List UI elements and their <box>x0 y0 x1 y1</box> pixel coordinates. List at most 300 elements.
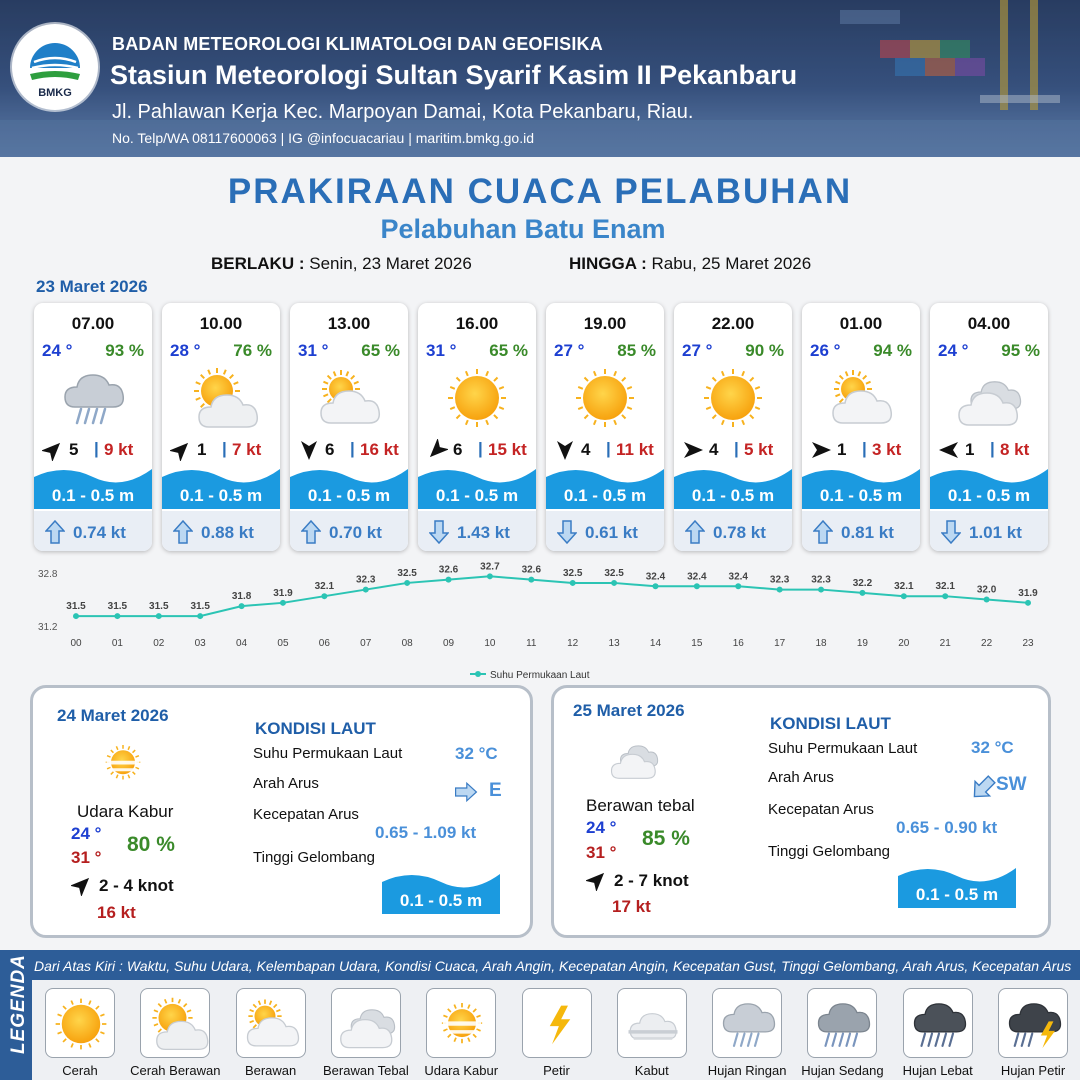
current-speed: 0.81 kt <box>841 523 894 542</box>
data-label: 31.5 <box>190 601 210 613</box>
legend-item <box>140 988 210 1058</box>
wind-direction-icon <box>682 439 704 461</box>
wave-height: 0.1 - 0.5 m <box>435 486 519 505</box>
wind-direction-icon <box>42 439 64 461</box>
air-temperature: 26 ° <box>810 341 841 360</box>
current-direction-icon <box>173 520 193 544</box>
data-label: 32.6 <box>521 564 542 576</box>
wind-direction-icon <box>298 439 320 461</box>
separator: | <box>350 439 355 458</box>
data-point <box>363 587 369 593</box>
legend-item-label: Cerah <box>62 1063 98 1078</box>
data-point <box>901 593 907 599</box>
legend-item <box>236 988 306 1058</box>
air-temperature: 24 ° <box>938 341 969 360</box>
wind-info <box>298 439 408 461</box>
sst-label: Suhu Permukaan Laut <box>253 745 403 762</box>
data-label: 32.4 <box>728 571 748 583</box>
wind-info <box>554 439 664 461</box>
udara-kabur-icon <box>427 989 497 1059</box>
legend-item <box>807 988 877 1058</box>
separator: | <box>862 439 867 458</box>
wind-speed: 1 <box>197 440 207 459</box>
gust-speed: 8 kt <box>1000 440 1030 459</box>
wind-info <box>42 439 152 461</box>
legend-item-label: Berawan Tebal <box>323 1063 409 1078</box>
sst-series-line <box>76 576 1028 616</box>
forecast-time: 16.00 <box>455 314 499 333</box>
valid-to-value: Rabu, 25 Maret 2026 <box>651 254 812 273</box>
humidity: 90 % <box>745 341 784 360</box>
wind-arrow-icon <box>426 439 448 461</box>
forecast-time: 19.00 <box>583 314 627 333</box>
x-tick-label: 13 <box>608 638 620 649</box>
forecast-card <box>930 303 1048 551</box>
wind-speed: 6 <box>453 440 463 459</box>
current-direction-icon <box>557 520 577 544</box>
x-tick-label: 18 <box>815 638 827 649</box>
data-label: 31.8 <box>231 591 252 603</box>
day-wind-direction-icon <box>71 874 93 896</box>
data-point <box>239 603 245 609</box>
current-direction-value: E <box>489 780 502 801</box>
current-info <box>418 511 536 551</box>
current-speed: 0.70 kt <box>329 523 382 542</box>
day-wind-direction-icon <box>586 869 608 891</box>
forecast-card <box>802 303 920 551</box>
legend-item <box>903 988 973 1058</box>
air-temperature: 31 ° <box>298 341 329 360</box>
forecast-card <box>674 303 792 551</box>
x-tick-label: 00 <box>70 638 82 649</box>
legend-item-label: Hujan Ringan <box>707 1063 787 1078</box>
data-label: 31.5 <box>66 601 86 613</box>
y-tick-label: 32.8 <box>38 569 58 580</box>
humidity: 93 % <box>105 341 144 360</box>
current-arrow-icon <box>173 520 193 544</box>
air-temperature: 28 ° <box>170 341 201 360</box>
x-tick-label: 07 <box>360 638 372 649</box>
current-direction-icon <box>968 774 998 802</box>
current-arrow-icon <box>557 520 577 544</box>
wind-direction-icon <box>938 439 960 461</box>
humidity: 65 % <box>361 341 400 360</box>
legend-panel <box>0 950 1080 1080</box>
forecast-card <box>34 303 152 551</box>
hujan-lebat-icon <box>904 989 974 1059</box>
data-point <box>404 580 410 586</box>
data-point <box>652 583 658 589</box>
station-address: Jl. Pahlawan Kerja Kec. Marpoyan Damai, Kota Pekanbaru, Riau. <box>112 101 694 123</box>
sst-label: Suhu Permukaan Laut <box>768 740 918 757</box>
separator: | <box>94 439 99 458</box>
legend-item-label: Petir <box>543 1063 570 1078</box>
day-weather-icon <box>93 738 153 788</box>
legend-title: LEGENDA <box>8 954 29 1054</box>
data-point <box>942 593 948 599</box>
data-label: 31.5 <box>107 601 128 613</box>
gust-speed: 5 kt <box>744 440 774 459</box>
current-direction-label: Arah Arus <box>253 775 319 792</box>
x-tick-label: 16 <box>732 638 744 649</box>
current-speed: 0.88 kt <box>201 523 254 542</box>
wind-speed: 1 <box>837 440 847 459</box>
berawan-icon <box>821 365 901 431</box>
day-condition: Udara Kabur <box>77 802 174 821</box>
y-tick-label: 31.2 <box>38 622 58 633</box>
weather-icon <box>53 365 133 431</box>
wind-arrow-icon <box>938 439 960 461</box>
legend-item-label: Berawan <box>244 1063 297 1078</box>
legend-label: Suhu Permukaan Laut <box>490 670 590 681</box>
data-point <box>487 573 493 579</box>
berawan-tebal-icon <box>604 733 664 783</box>
data-point <box>611 580 617 586</box>
wave-height: 0.1 - 0.5 m <box>947 486 1031 505</box>
header-banner <box>0 0 1080 157</box>
data-point <box>446 577 452 583</box>
forecast-time: 22.00 <box>711 314 755 333</box>
day-wind-speed: 2 - 4 knot <box>99 876 174 895</box>
humidity: 85 % <box>617 341 656 360</box>
legend-item <box>522 988 592 1058</box>
x-tick-label: 09 <box>442 638 455 649</box>
weather-icon <box>693 365 773 431</box>
logo-text: BMKG <box>38 87 72 99</box>
sst-value: 32 °C <box>455 744 498 763</box>
separator: | <box>990 439 995 458</box>
data-point <box>984 597 990 603</box>
data-point <box>694 583 700 589</box>
weather-icon <box>565 365 645 431</box>
data-label: 32.1 <box>894 581 914 593</box>
day-temp-max: 31 ° <box>586 843 617 862</box>
weather-icon <box>437 365 517 431</box>
data-label: 32.3 <box>356 574 376 586</box>
forecast-card <box>546 303 664 551</box>
data-label: 31.9 <box>273 587 293 599</box>
wind-speed: 4 <box>709 440 719 459</box>
wind-direction-icon <box>554 439 576 461</box>
separator: | <box>222 439 227 458</box>
legend-items <box>32 980 1080 1080</box>
current-speed: 1.01 kt <box>969 523 1022 542</box>
current-speed-value: 0.65 - 1.09 kt <box>375 823 477 842</box>
forecast-date: 23 Maret 2026 <box>36 277 148 296</box>
current-speed: 1.43 kt <box>457 523 510 542</box>
data-point <box>735 583 741 589</box>
day-wind-speed: 2 - 7 knot <box>614 871 689 890</box>
station-contact: No. Telp/WA 08117600063 | IG @infocuacariau | maritim.bmkg.go.id <box>112 130 534 146</box>
wind-info <box>810 439 920 461</box>
x-tick-label: 10 <box>484 638 496 649</box>
data-point <box>859 590 865 596</box>
wind-direction-icon <box>426 439 448 461</box>
cerah-icon <box>46 989 116 1059</box>
udara-kabur-icon <box>93 738 153 788</box>
data-label: 32.5 <box>397 567 417 579</box>
day-panel-2 <box>551 685 1051 938</box>
air-temperature: 24 ° <box>42 341 73 360</box>
data-point <box>528 577 534 583</box>
wind-arrow-icon <box>42 439 64 461</box>
berawan-tebal-icon <box>949 365 1029 431</box>
x-tick-label: 21 <box>939 638 951 649</box>
air-temperature: 27 ° <box>682 341 713 360</box>
data-point <box>777 587 783 593</box>
day-gust: 17 kt <box>612 897 651 916</box>
wind-direction-icon <box>170 439 192 461</box>
day-date: 24 Maret 2026 <box>57 706 169 725</box>
wind-speed: 5 <box>69 440 79 459</box>
wind-arrow-icon <box>298 439 320 461</box>
current-speed-value: 0.65 - 0.90 kt <box>896 818 998 837</box>
forecast-time: 01.00 <box>839 314 883 333</box>
x-tick-label: 08 <box>401 638 413 649</box>
data-label: 32.2 <box>852 577 873 589</box>
legend-item <box>331 988 401 1058</box>
sea-condition-title: KONDISI LAUT <box>255 719 376 738</box>
hujan-petir-icon <box>999 989 1069 1059</box>
air-temperature: 31 ° <box>426 341 457 360</box>
current-arrow-icon <box>429 520 449 544</box>
current-info <box>290 511 408 551</box>
wind-info <box>938 439 1048 461</box>
current-speed-label: Kecepatan Arus <box>768 801 874 818</box>
legend-item-label: Udara Kabur <box>424 1063 499 1078</box>
agency-name: BADAN METEOROLOGI KLIMATOLOGI DAN GEOFISIKA <box>112 34 603 54</box>
data-label: 32.4 <box>687 571 707 583</box>
station-name: Stasiun Meteorologi Sultan Syarif Kasim II Pekanbaru <box>110 60 798 90</box>
wind-speed: 1 <box>965 440 975 459</box>
wind-arrow-icon <box>586 869 608 891</box>
current-direction-icon <box>451 780 481 804</box>
day-humidity: 85 % <box>642 827 690 850</box>
gust-speed: 3 kt <box>872 440 902 459</box>
x-tick-label: 22 <box>981 638 993 649</box>
x-tick-label: 17 <box>774 638 786 649</box>
day-temp-max: 31 ° <box>71 848 102 867</box>
forecast-card <box>162 303 280 551</box>
gust-speed: 15 kt <box>488 440 527 459</box>
data-label: 32.3 <box>811 574 831 586</box>
x-tick-label: 12 <box>567 638 579 649</box>
x-tick-label: 19 <box>856 638 868 649</box>
day-date: 25 Maret 2026 <box>573 701 685 720</box>
x-tick-label: 01 <box>111 638 123 649</box>
wind-arrow-icon <box>810 439 832 461</box>
wave-height-label: Tinggi Gelombang <box>768 843 891 860</box>
wave-height: 0.1 - 0.5 m <box>563 486 647 505</box>
data-label: 32.1 <box>935 581 955 593</box>
day-panel-1 <box>30 685 533 938</box>
data-point <box>114 613 120 619</box>
weather-icon <box>309 365 389 431</box>
legend-side-label <box>0 950 32 1080</box>
page-subtitle: Pelabuhan Batu Enam <box>380 214 666 244</box>
current-info <box>546 511 664 551</box>
current-speed: 0.74 kt <box>73 523 126 542</box>
data-label: 32.3 <box>769 574 790 586</box>
wind-speed: 6 <box>325 440 335 459</box>
hujan-sedang-icon <box>808 989 878 1059</box>
legend-item-label: Cerah Berawan <box>130 1063 221 1078</box>
data-label: 32.1 <box>314 581 335 593</box>
legend-item <box>426 988 496 1058</box>
current-direction-icon <box>941 520 961 544</box>
forecast-time: 07.00 <box>71 314 115 333</box>
humidity: 65 % <box>489 341 528 360</box>
wind-direction-icon <box>810 439 832 461</box>
berawan-icon <box>309 365 389 431</box>
petir-icon <box>523 989 593 1059</box>
current-direction-icon <box>301 520 321 544</box>
wave-height-label: Tinggi Gelombang <box>253 849 376 866</box>
day-humidity: 80 % <box>127 833 175 856</box>
wave-height-value: 0.1 - 0.5 m <box>399 891 483 910</box>
data-label: 32.0 <box>976 584 997 596</box>
x-tick-label: 03 <box>194 638 206 649</box>
data-label: 32.7 <box>480 561 500 573</box>
current-info <box>34 511 152 551</box>
current-arrow-icon <box>685 520 705 544</box>
data-label: 31.9 <box>1018 587 1038 599</box>
x-tick-label: 23 <box>1022 638 1034 649</box>
data-point <box>570 580 576 586</box>
data-point <box>73 613 79 619</box>
current-speed-label: Kecepatan Arus <box>253 806 359 823</box>
separator: | <box>734 439 739 458</box>
gust-speed: 11 kt <box>616 440 654 459</box>
wind-arrow-icon <box>554 439 576 461</box>
sst-line-chart <box>30 558 1060 688</box>
x-tick-label: 14 <box>649 638 662 649</box>
current-speed: 0.61 kt <box>585 523 638 542</box>
day-weather-icon <box>604 733 664 783</box>
legend-item <box>998 988 1068 1058</box>
wind-speed: 4 <box>581 440 591 459</box>
forecast-time: 04.00 <box>967 314 1011 333</box>
data-label: 32.5 <box>604 567 624 579</box>
hujan-ringan-icon <box>53 365 133 431</box>
cerah-icon <box>437 365 517 431</box>
day-condition: Berawan tebal <box>586 796 695 815</box>
valid-from-label: BERLAKU : <box>211 254 305 273</box>
current-direction-icon <box>429 520 449 544</box>
legend-item-label: Hujan Lebat <box>902 1063 973 1078</box>
weather-icon <box>949 365 1029 431</box>
day-temp-min: 24 ° <box>586 818 617 837</box>
legend-item <box>712 988 782 1058</box>
data-label: 32.6 <box>438 564 459 576</box>
wind-info <box>170 439 280 461</box>
sst-value: 32 °C <box>971 738 1014 757</box>
wave-height-value: 0.1 - 0.5 m <box>915 885 999 904</box>
current-direction-icon <box>685 520 705 544</box>
data-point <box>156 613 162 619</box>
sea-condition-title: KONDISI LAUT <box>770 714 891 733</box>
cerah-berawan-icon <box>141 989 211 1059</box>
current-direction-label: Arah Arus <box>768 769 834 786</box>
cerah-icon <box>693 365 773 431</box>
legend-item <box>617 988 687 1058</box>
legend-item-label: Hujan Sedang <box>801 1063 884 1078</box>
wind-info <box>426 439 536 461</box>
current-info <box>162 511 280 551</box>
legend-item-label: Kabut <box>634 1063 669 1078</box>
bmkg-logo <box>12 24 98 110</box>
current-arrow-icon <box>451 780 481 804</box>
x-tick-label: 15 <box>691 638 703 649</box>
current-arrow-icon <box>968 774 998 802</box>
berawan-icon <box>237 989 307 1059</box>
current-info <box>930 511 1048 551</box>
current-direction-icon <box>813 520 833 544</box>
humidity: 94 % <box>873 341 912 360</box>
cerah-berawan-icon <box>181 365 261 431</box>
valid-from-value: Senin, 23 Maret 2026 <box>309 254 472 273</box>
kabut-icon <box>618 989 688 1059</box>
current-arrow-icon <box>813 520 833 544</box>
data-point <box>1025 600 1031 606</box>
day-temp-min: 24 ° <box>71 824 102 843</box>
air-temperature: 27 ° <box>554 341 585 360</box>
gust-speed: 9 kt <box>104 440 134 459</box>
current-info <box>802 511 920 551</box>
data-point <box>321 593 327 599</box>
valid-to-label: HINGGA : <box>569 254 647 273</box>
wind-info <box>682 439 792 461</box>
humidity: 76 % <box>233 341 272 360</box>
current-arrow-icon <box>941 520 961 544</box>
wave-height: 0.1 - 0.5 m <box>819 486 903 505</box>
valid-to <box>569 254 811 274</box>
wind-arrow-icon <box>71 874 93 896</box>
wind-arrow-icon <box>682 439 704 461</box>
data-point <box>280 600 286 606</box>
forecast-time: 13.00 <box>327 314 371 333</box>
wave-height: 0.1 - 0.5 m <box>179 486 263 505</box>
x-tick-label: 20 <box>898 638 910 649</box>
forecast-time: 10.00 <box>199 314 243 333</box>
x-tick-label: 05 <box>277 638 289 649</box>
data-label: 32.5 <box>562 567 583 579</box>
x-tick-label: 11 <box>526 638 537 649</box>
gust-speed: 7 kt <box>232 440 262 459</box>
separator: | <box>478 439 483 458</box>
x-tick-label: 06 <box>318 638 330 649</box>
wave-height: 0.1 - 0.5 m <box>51 486 135 505</box>
forecast-card <box>290 303 408 551</box>
day-gust: 16 kt <box>97 903 136 922</box>
current-arrow-icon <box>45 520 65 544</box>
current-arrow-icon <box>301 520 321 544</box>
cerah-icon <box>565 365 645 431</box>
current-direction-icon <box>45 520 65 544</box>
data-point <box>197 613 203 619</box>
weather-icon <box>181 365 261 431</box>
weather-icon <box>821 365 901 431</box>
legend-item-label: Hujan Petir <box>1000 1063 1066 1078</box>
data-point <box>818 587 824 593</box>
legend-marker <box>475 671 481 677</box>
hujan-ringan-icon <box>713 989 783 1059</box>
legend-item <box>45 988 115 1058</box>
data-label: 32.4 <box>645 571 666 583</box>
humidity: 95 % <box>1001 341 1040 360</box>
wind-arrow-icon <box>170 439 192 461</box>
valid-from <box>211 254 472 274</box>
